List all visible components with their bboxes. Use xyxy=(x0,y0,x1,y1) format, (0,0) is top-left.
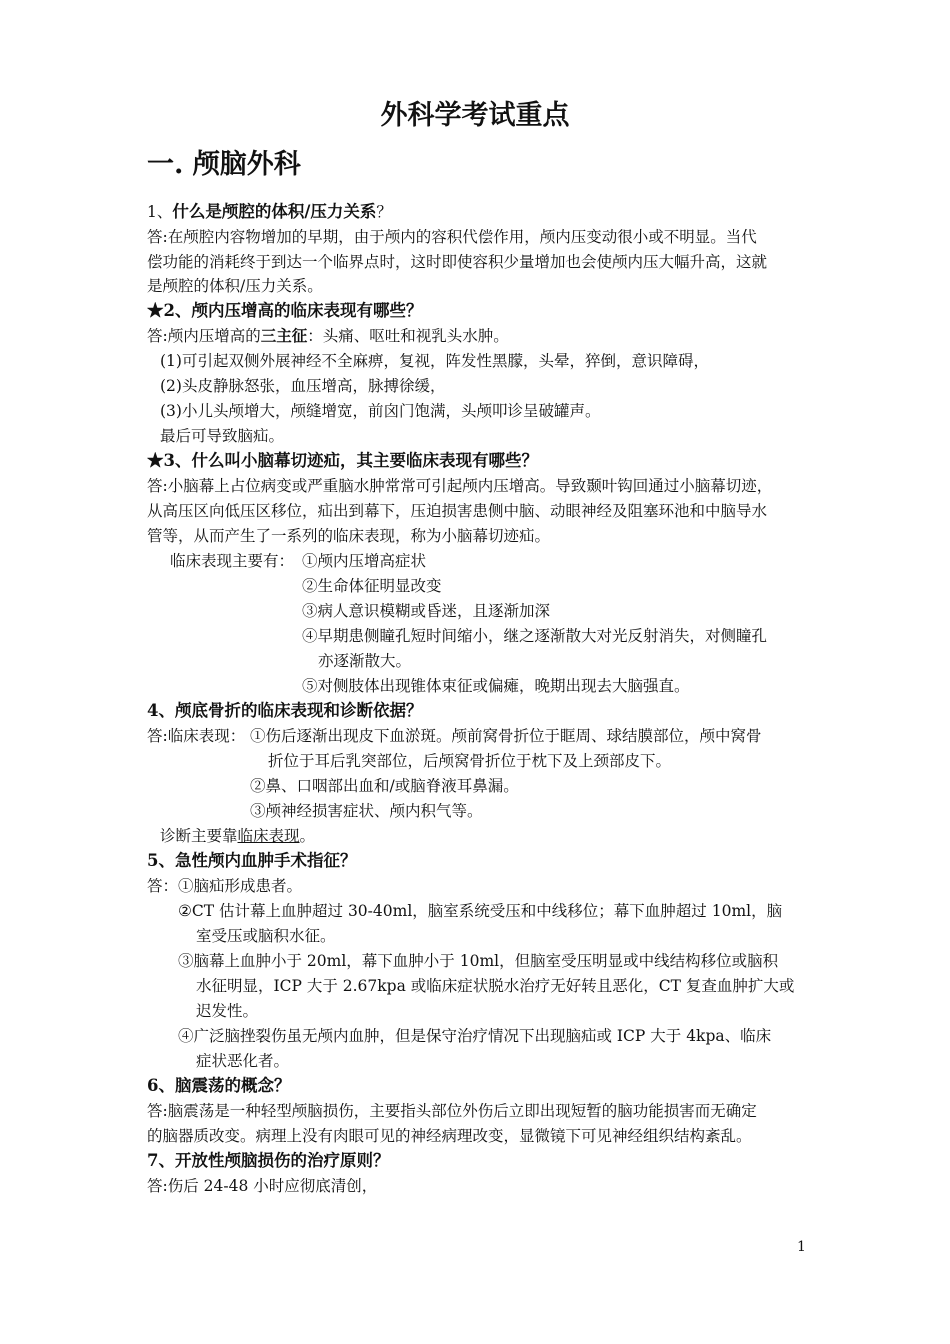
q3-clinical-label: 临床表现主要有： xyxy=(170,552,295,570)
q5-item-3-cont-2: 迟发性。 xyxy=(196,1002,259,1020)
q4-diagnosis-line xyxy=(160,825,315,847)
question-7-title: 7、开放性颅脑损伤的治疗原则？ xyxy=(147,1151,390,1170)
q5-item-3: ③脑幕上血肿小于 20ml，幕下血肿小于 10ml，但脑室受压明显或中线结构移位或脑积 xyxy=(178,952,779,970)
q7-answer-line-1: 答:伤后 24-48 小时应彻底清创， xyxy=(147,1177,378,1195)
question-3-title: ★3、什么叫小脑幕切迹疝，其主要临床表现有哪些？ xyxy=(147,451,538,470)
q5-answer-label: 答： xyxy=(147,877,179,895)
q2-item-3: (3)小儿头颅增大，颅缝增宽，前囟门饱满，头颅叩诊呈破罐声。 xyxy=(160,402,601,420)
section-title: 一. 颅脑外科 xyxy=(147,149,301,180)
q2-answer-suffix: ：头痛、呕吐和视乳头水肿。 xyxy=(307,327,509,345)
question-2-title: ★2、颅内压增高的临床表现有哪些？ xyxy=(147,301,423,320)
q3-item-4-cont: 亦逐渐散大。 xyxy=(318,652,412,670)
q3-item-3: ③病人意识模糊或昏迷，且逐渐加深 xyxy=(302,602,551,620)
q4-item-2: ②鼻、口咽部出血和/或脑脊液耳鼻漏。 xyxy=(250,777,519,795)
q5-item-2-cont: 室受压或脑积水征。 xyxy=(196,927,336,945)
q4-diagnosis-prefix: 诊断主要靠 xyxy=(160,827,238,845)
q4-item-1-cont: 折位于耳后乳突部位，后颅窝骨折位于枕下及上颈部皮下。 xyxy=(268,752,672,770)
q3-item-4: ④早期患侧瞳孔短时间缩小，继之逐渐散大对光反射消失，对侧瞳孔 xyxy=(302,627,768,645)
page-number: 1 xyxy=(797,1239,806,1255)
q4-diagnosis-underlined: 临床表现 xyxy=(237,827,300,845)
question-1-heading xyxy=(147,201,392,223)
q5-item-1: ①脑疝形成患者。 xyxy=(178,877,303,895)
q2-answer-line xyxy=(147,325,509,347)
question-6-title: 6、脑震荡的概念？ xyxy=(147,1076,291,1095)
q5-item-4: ④广泛脑挫裂伤虽无颅内血肿，但是保守治疗情况下出现脑疝或 ICP 大于 4kpa、临床 xyxy=(178,1027,772,1045)
q4-diagnosis-suffix: 。 xyxy=(299,827,316,845)
q1-answer-line-1: 答:在颅腔内容物增加的早期，由于颅内的容积代偿作用，颅内压变动很小或不明显。当代 xyxy=(147,228,757,246)
q4-answer-label: 答:临床表现： xyxy=(147,727,246,745)
q2-answer-key-term: 三主征 xyxy=(260,326,308,345)
q1-answer-line-2: 偿功能的消耗终于到达一个临界点时，这时即使容积少量增加也会使颅内压大幅升高，这就 xyxy=(147,253,768,271)
q2-item-1: (1)可引起双侧外展神经不全麻痹，复视，阵发性黑朦，头晕，猝倒，意识障碍， xyxy=(160,352,709,370)
question-1-mark: ？ xyxy=(376,203,392,221)
q4-item-1: ①伤后逐渐出现皮下血淤斑。颅前窝骨折位于眶周、球结膜部位，颅中窝骨 xyxy=(250,727,762,745)
q3-item-5: ⑤对侧肢体出现锥体束征或偏瘫，晚期出现去大脑强直。 xyxy=(302,677,690,695)
q6-answer-line-1: 答:脑震荡是一种轻型颅脑损伤，主要指头部位外伤后立即出现短暂的脑功能损害而无确定 xyxy=(147,1102,757,1120)
q3-item-1: ①颅内压增高症状 xyxy=(302,552,427,570)
document-title: 外科学考试重点 xyxy=(380,100,570,131)
q2-item-4: 最后可导致脑疝。 xyxy=(160,427,285,445)
q5-item-4-cont: 症状恶化者。 xyxy=(196,1052,290,1070)
question-1-number: 1、 xyxy=(147,203,173,221)
q3-item-2: ②生命体征明显改变 xyxy=(302,577,442,595)
q6-answer-line-2: 的脑器质改变。病理上没有肉眼可见的神经病理改变，显微镜下可见神经组织结构紊乱。 xyxy=(147,1127,752,1145)
question-4-title: 4、颅底骨折的临床表现和诊断依据？ xyxy=(147,701,423,720)
q5-item-3-cont-1: 水征明显，ICP 大于 2.67kpa 或临床症状脱水治疗无好转且恶化，CT 复查血肿扩大或 xyxy=(196,977,795,995)
q3-answer-line-2: 从高压区向低压区移位，疝出到幕下，压迫损害患侧中脑、动眼神经及阻塞环池和中脑导水 xyxy=(147,502,768,520)
q4-item-3: ③颅神经损害症状、颅内积气等。 xyxy=(250,802,483,820)
q3-answer-line-3: 管等，从而产生了一系列的临床表现，称为小脑幕切迹疝。 xyxy=(147,527,551,545)
question-1-title: 什么是颅腔的体积/压力关系 xyxy=(172,202,377,221)
q2-answer-prefix: 答:颅内压增高的 xyxy=(147,327,261,345)
q3-answer-line-1: 答:小脑幕上占位病变或严重脑水肿常常可引起颅内压增高。导致颞叶钩回通过小脑幕切迹， xyxy=(147,477,773,495)
question-5-title: 5、急性颅内血肿手术指征？ xyxy=(147,851,357,870)
q5-item-2: ②CT 估计幕上血肿超过 30-40ml，脑室系统受压和中线移位；幕下血肿超过 10ml，脑 xyxy=(178,902,783,920)
q2-item-2: (2)头皮静脉怒张，血压增高，脉搏徐缓， xyxy=(160,377,446,395)
q1-answer-line-3: 是颅腔的体积/压力关系。 xyxy=(147,277,323,295)
